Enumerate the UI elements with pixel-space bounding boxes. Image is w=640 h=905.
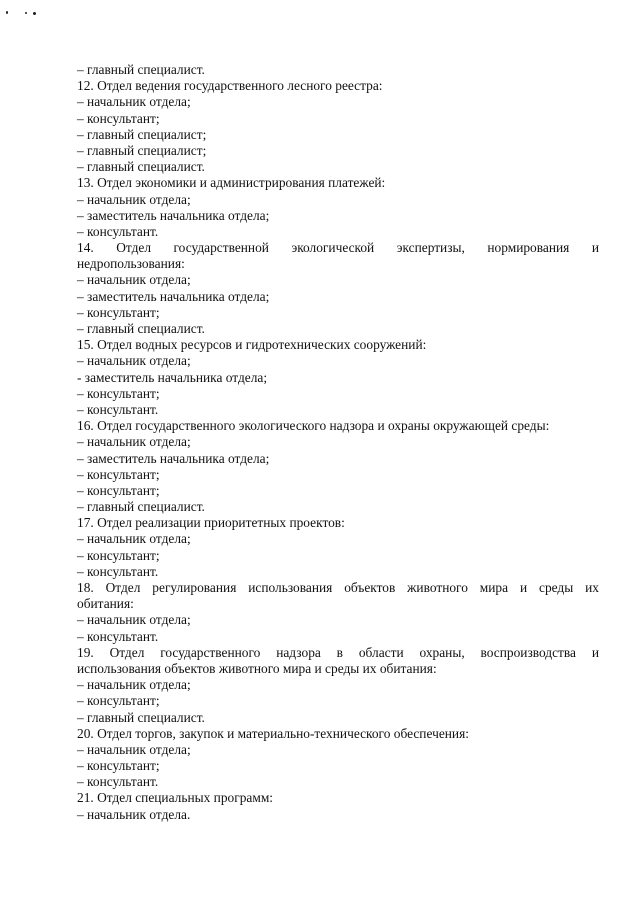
list-item: – консультант; <box>77 482 160 498</box>
list-item: – консультант; <box>77 547 160 563</box>
section-heading-continuation: недропользования: <box>77 256 185 272</box>
list-item: – начальник отдела; <box>77 353 191 369</box>
scan-speck <box>25 12 27 14</box>
list-item: – главный специалист. <box>77 321 205 336</box>
list-item: – заместитель начальника отдела; <box>77 207 270 223</box>
list-item: - заместитель начальника отдела; <box>77 369 268 385</box>
section-heading: 12. Отдел ведения государственного лесного реестра: <box>77 78 383 94</box>
list-item: – главный специалист. <box>77 709 205 725</box>
section-heading: 18. Отдел регулирования использования объектов животного мира и среды их <box>77 580 599 595</box>
list-item: – консультант; <box>77 304 160 320</box>
scan-speck <box>6 11 8 14</box>
list-item: – заместитель начальника отдела; <box>77 450 270 466</box>
list-item: – главный специалист. <box>77 159 205 175</box>
list-item: – консультант. <box>77 628 159 644</box>
scan-specks <box>6 8 46 18</box>
list-item: – главный специалист. <box>77 499 205 515</box>
list-item: – начальник отдела. <box>77 806 191 822</box>
list-item: – консультант. <box>77 223 159 239</box>
list-item: – главный специалист; <box>77 126 207 142</box>
list-item: – консультант. <box>77 401 159 417</box>
list-item: – начальник отдела; <box>77 434 191 450</box>
section-heading: 14. Отдел государственной экологической экспертизы, нормирования и <box>77 240 599 256</box>
section-heading: 19. Отдел государственного надзора в области охраны, воспроизводства и <box>77 644 599 660</box>
list-item: – начальник отдела; <box>77 677 191 693</box>
list-item: – начальник отдела; <box>77 272 191 288</box>
section-heading: 20. Отдел торгов, закупок и материально-технического обеспечения: <box>77 725 469 741</box>
list-item: – начальник отдела; <box>77 741 191 757</box>
list-item: – консультант; <box>77 110 160 126</box>
list-item: – консультант. <box>77 774 159 790</box>
list-item: – консультант; <box>77 758 160 774</box>
list-item: – начальник отдела; <box>77 94 191 110</box>
list-item: – консультант; <box>77 693 160 709</box>
section-heading: 16. Отдел государственного экологического надзора и охраны окружающей среды: <box>77 418 550 434</box>
section-heading: 17. Отдел реализации приоритетных проектов: <box>77 515 345 531</box>
list-item: – заместитель начальника отдела; <box>77 288 270 304</box>
section-heading: 15. Отдел водных ресурсов и гидротехнических сооружений: <box>77 337 427 353</box>
list-item: – главный специалист. <box>77 62 205 77</box>
list-item: – главный специалист; <box>77 142 207 158</box>
section-heading-continuation: обитания: <box>77 596 134 612</box>
scan-speck <box>33 12 36 15</box>
list-item: – консультант. <box>77 563 159 579</box>
list-item: – начальник отдела; <box>77 531 191 547</box>
list-item: – консультант; <box>77 466 160 482</box>
list-item: – начальник отдела; <box>77 191 191 207</box>
document-body <box>77 62 599 823</box>
section-heading-continuation: использования объектов животного мира и среды их обитания: <box>77 660 437 676</box>
list-item: – консультант; <box>77 385 160 401</box>
section-heading: 21. Отдел специальных программ: <box>77 790 274 806</box>
section-heading: 13. Отдел экономики и администрирования платежей: <box>77 175 386 191</box>
list-item: – начальник отдела; <box>77 612 191 628</box>
